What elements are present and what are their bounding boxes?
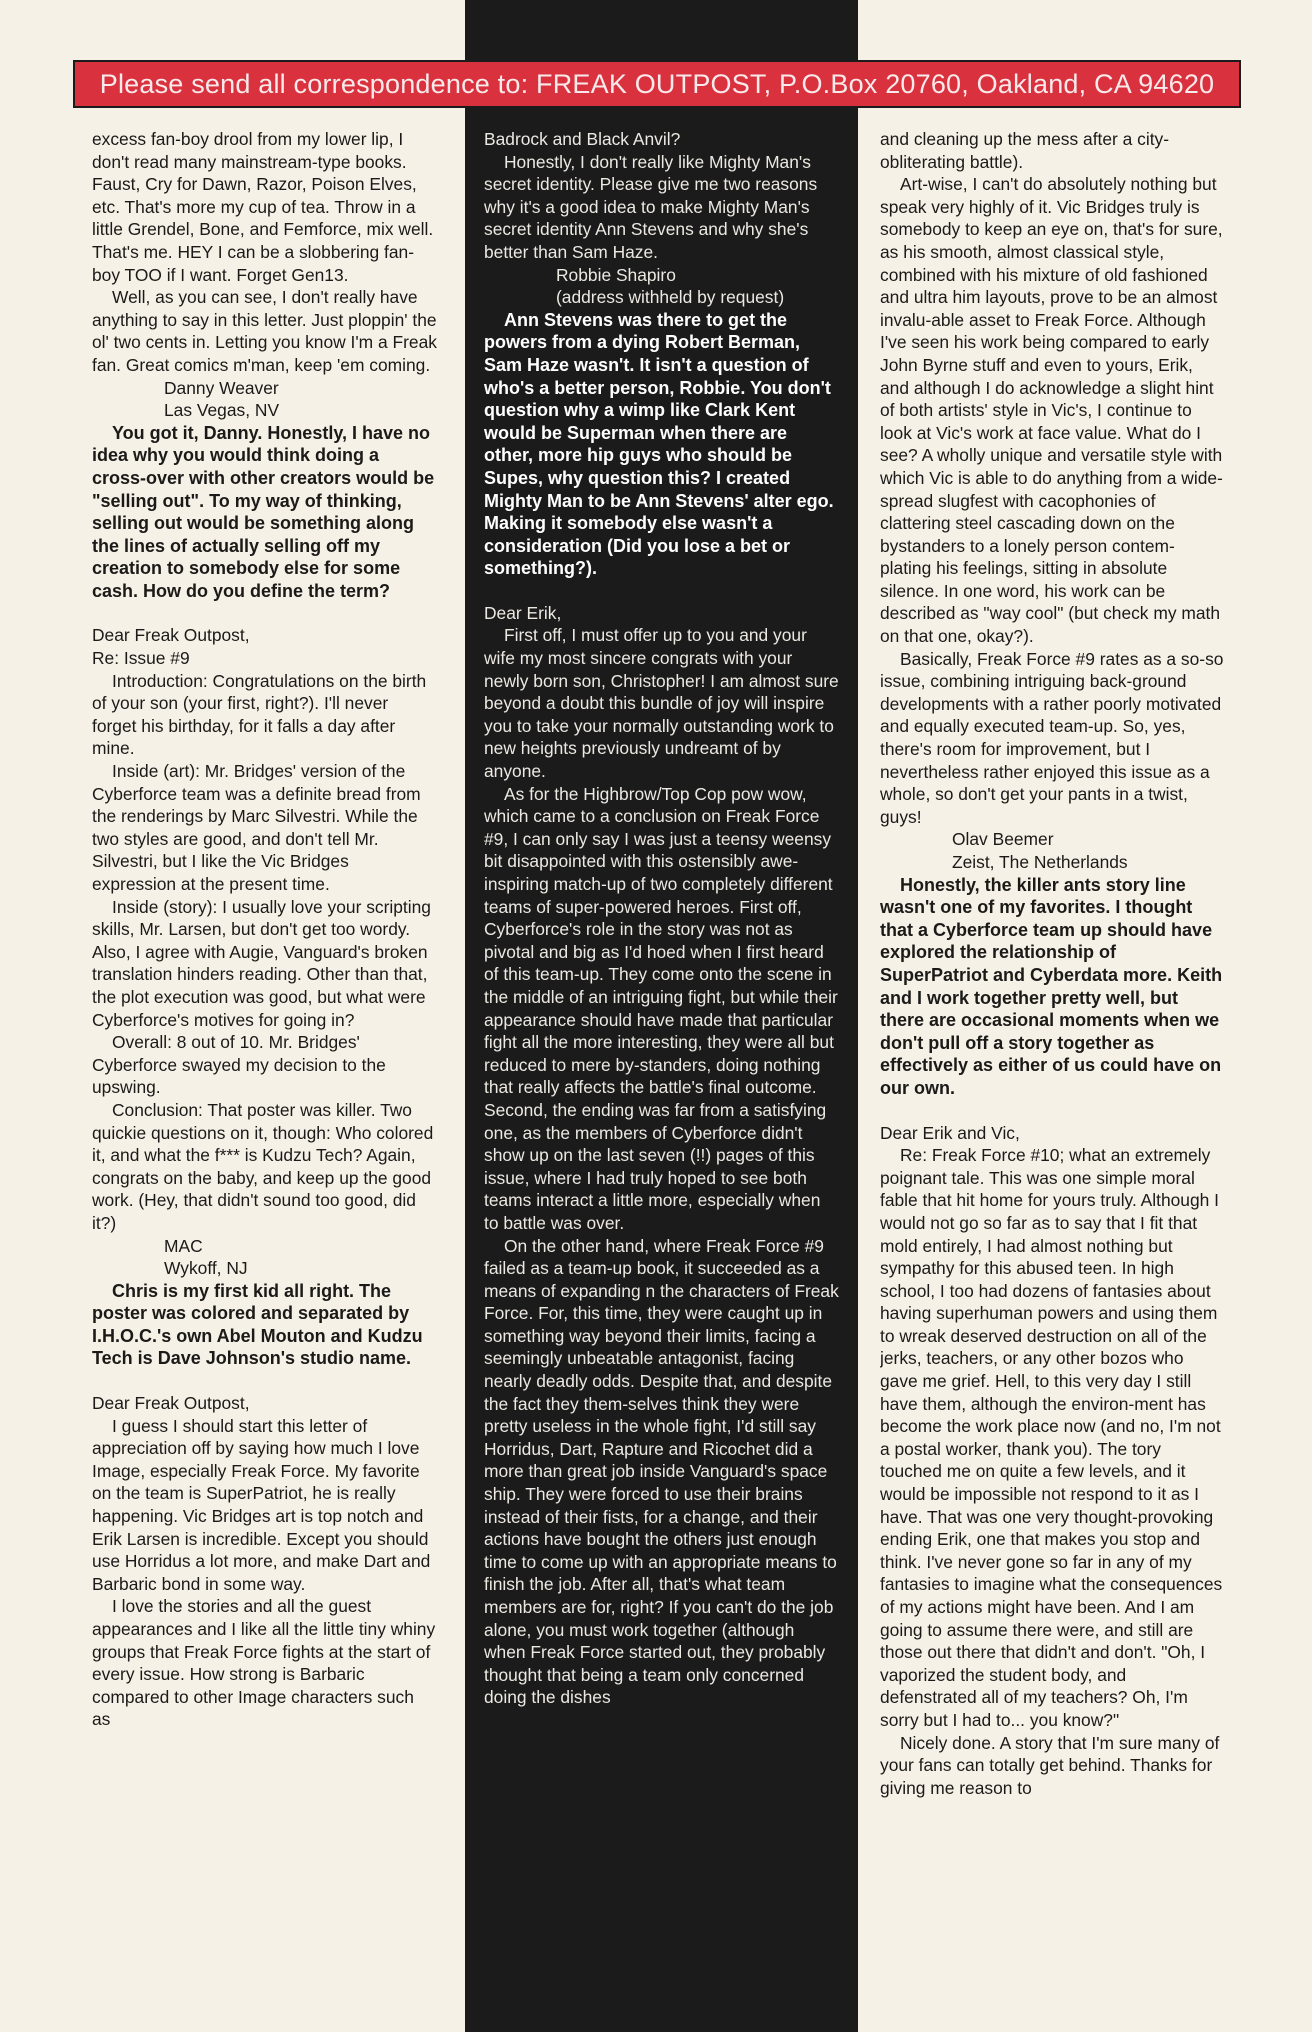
letter-paragraph: Art-wise, I can't do absolutely nothing but speak very highly of it. Vic Bridges truly is somebody to keep an eye on, that's for sure, as his smooth, almost classical style, combined with his mixture of old fashioned and ultra him layouts, prove to be an almost invalu-able asset to Freak Force. Although I've seen his work being compared to early John Byrne stuff and even to yours, Erik, and although I do acknowledge a slight hint of both artists' style in Vic's, I continue to look at Vic's work at face value. What do I see? A wholly unique and versatile style with which Vic is able to do anything from a wide-spread slugfest with cacophonies of clattering steel cascading down on the bystanders to a lonely person contem-plating his feelings, sitting in absolute silence. In one word, his work can be described as "way cool" (but check my math on that one, okay?). bbox=[880, 174, 1223, 647]
letter-paragraph: Basically, Freak Force #9 rates as a so-so issue, combining intriguing back-ground developments with a rather poorly motivated and equally executed team-up. So, yes, there's room for improvement, but I nevertheless rather enjoyed this issue as a whole, so don't get your pants in a twist, guys! bbox=[880, 648, 1224, 827]
letter-salutation: Dear Freak Outpost, bbox=[92, 625, 250, 646]
letter-paragraph: On the other hand, where Freak Force #9 failed as a team-up book, it succeeded as a means of expanding n the characters of Freak Force. For, this time, they were caught up in something way beyond their limits, facing a seemingly unbeatable antagonist, facing nearly deadly odds. Despite that, and despite the fact they them-selves think they were pretty useless in the whole fight, I'd still say Horridus, Dart, Rapture and Ricochet did a more than great job inside Vanguard's space ship. They were forced to use their brains instead of their fists, for a change, and their actions have bought the others just enough time to come up with an appropriate means to finish the job. After all, that's what team members are for, right? If you can't do the job alone, you must work together (although when Freak Force started out, they probably thought that being a team only concerned doing the dishes bbox=[484, 1235, 839, 1708]
letter-signature: Olav Beemer bbox=[952, 829, 1054, 850]
letter-paragraph: I guess I should start this letter of appreciation off by saying how much I love Image, especially Freak Force. My favorite on the team is SuperPatriot, he is really happening. Vic Bridges art is top notch and Erik Larsen is incredible. Except you should use Horridus a lot more, and make Dart and Barbaric bond in some way. bbox=[92, 1415, 431, 1594]
letter-location: Las Vegas, NV bbox=[164, 400, 280, 421]
letter-paragraph: Introduction: Congratulations on the birth of your son (your first, right?). I'll never forget his birthday, for it falls a day after mine. bbox=[92, 670, 427, 759]
letter-salutation: Dear Erik and Vic, bbox=[880, 1122, 1020, 1143]
letter-salutation: Dear Freak Outpost, bbox=[92, 1393, 250, 1414]
letter-paragraph: Conclusion: That poster was killer. Two quickie questions on it, though: Who colored it, and what the f*** is Kudzu Tech? Again, congrats on the baby, and keep up the good work. (Hey, that didn't sound too good, did it?) bbox=[92, 1099, 434, 1233]
letter-paragraph: Well, as you can see, I don't really have anything to say in this letter. Just ploppin' the ol' two cents in. Letting you know I'm a Freak fan. Great comics m'man, keep 'em coming. bbox=[92, 287, 437, 375]
letter-signature: Robbie Shapiro bbox=[556, 264, 676, 285]
letters-column-right bbox=[880, 128, 1225, 2008]
letters-column-center bbox=[484, 128, 839, 2008]
editor-reply: Honestly, the killer ants story line wasn't one of my favorites. I thought that a Cyberforce team up should have explored the relationship of SuperPatriot and Cyberdata more. Keith and I work together pretty well, but there are occasional moments when we don't pull off a story together as effectively as either of us could have on our own. bbox=[880, 874, 1223, 1098]
letter-paragraph: As for the Highbrow/Top Cop pow wow, which came to a conclusion on Freak Force #9, I can only say I was just a teensy weensy bit disappointed with this ostensibly awe-inspiring match-up of two completely different teams of super-powered heroes. First off, Cyberforce's role in the story was not as pivotal and big as I'd hoed when I first heard of this team-up. They come onto the scene in the middle of an intriguing fight, but while their appearance should have made that particular fight all the more interesting, they were all but reduced to mere by-standers, doing nothing that really affects the battle's final outcome. Second, the ending was far from a satisfying one, as the members of Cyberforce didn't show up on the last seven (!!) pages of this issue, where I had truly hoped to see both teams interact a little more, especially when to battle was over. bbox=[484, 783, 838, 1233]
letter-location: Zeist, The Netherlands bbox=[952, 852, 1128, 872]
banner-text: Please send all correspondence to: FREAK OUTPOST, P.O.Box 20760, Oakland, CA 94620 bbox=[99, 68, 1215, 99]
letter-salutation: Dear Erik, bbox=[484, 602, 562, 623]
letter-paragraph: Honestly, I don't really like Mighty Man's secret identity. Please give me two reasons why it's a good idea to make Mighty Man's secret identity Ann Stevens and why she's better than Sam Haze. bbox=[484, 151, 818, 262]
letter-paragraph: Nicely done. A story that I'm sure many of your fans can totally get behind. Thanks for giving me reason to bbox=[880, 1732, 1220, 1798]
letter-paragraph: I love the stories and all the guest appearances and I like all the little tiny whiny groups that Freak Force fights at the start of every issue. How strong is Barbaric compared to other Image characters such as bbox=[92, 1596, 436, 1730]
letter-subject: Re: Issue #9 bbox=[92, 648, 190, 669]
letter-signature: MAC bbox=[164, 1235, 203, 1256]
letter-paragraph: excess fan-boy drool from my lower lip, I don't read many mainstream-type books. Faust, Cry for Dawn, Razor, Poison Elves, etc. That's more my cup of tea. Throw in a little Grendel, Bone, and Femforce, mix well. That's me. HEY I can be a slobbering fan-boy TOO if I want. Forget Gen13. bbox=[92, 129, 434, 285]
letter-location: (address withheld by request) bbox=[556, 287, 785, 308]
letters-column-left bbox=[92, 128, 437, 2008]
letter-paragraph: First off, I must offer up to you and your wife my most sincere congrats with your newly born son, Christopher! I am almost sure beyond a doubt this bundle of joy will inspire you to take your normally outstanding work to new heights previously undreamt of by anyone. bbox=[484, 625, 839, 782]
editor-reply: Chris is my first kid all right. The poster was colored and separated by I.H.O.C.'s own Abel Mouton and Kudzu Tech is Dave Johnson's studio name. bbox=[92, 1280, 423, 1369]
letter-location: Wykoff, NJ bbox=[164, 1258, 248, 1279]
letter-paragraph: Re: Freak Force #10; what an extremely poignant tale. This was one simple moral fable that hit home for yours truly. Although I would not go so far as to say that I fit that mold entirely, I had almost nothing but sympathy for this abused teen. In high school, I too had dozens of fantasies about having superhuman powers and using them to wreak deserved destruction on all of the jerks, teachers, or any other bozos who gave me grief. Hell, to this very day I still have them, although the environ-ment has become the work place now (and no, I'm not a postal worker, thank you). The tory touched me on quite a few levels, and it would be impossible not respond to it as I have. That was one very thought-provoking ending Erik, one that makes you stop and think. I've never gone so far in any of my fantasies to imagine what the consequences of my actions might have been. And I am going to assume there were, and still are those out there that didn't and don't. "Oh, I vaporized the student body, and defenstrated all of my teachers? Oh, I'm sorry but I had to... you know?" bbox=[880, 1145, 1223, 1730]
letter-paragraph: Inside (story): I usually love your scripting skills, Mr. Larsen, but don't get too wordy. Also, I agree with Augie, Vanguard's broken translation hinders reading. Other than that, the plot execution was good, but what were Cyberforce's motives for going in? bbox=[92, 896, 431, 1030]
letter-paragraph: and cleaning up the mess after a city-obliterating battle). bbox=[880, 129, 1170, 172]
correspondence-banner bbox=[73, 60, 1241, 108]
letter-signature: Danny Weaver bbox=[164, 377, 279, 398]
letter-paragraph: Badrock and Black Anvil? bbox=[484, 129, 681, 149]
letter-paragraph: Overall: 8 out of 10. Mr. Bridges' Cyberforce swayed my decision to the upswing. bbox=[92, 1032, 386, 1098]
letter-paragraph: Inside (art): Mr. Bridges' version of the Cyberforce team was a definite bread from the renderings by Marc Silvestri. While the two styles are good, and don't tell Mr. Silvestri, but I like the Vic Bridges expression at the present time. bbox=[92, 761, 421, 894]
editor-reply: Ann Stevens was there to get the powers from a dying Robert Berman, Sam Haze wasn't. It isn't a question of who's a better person, Robbie. You don't question why a wimp like Clark Kent would be Superman when there are other, more hip guys who should be Supes, why question this? I created Mighty Man to be Ann Stevens' alter ego. Making it somebody else wasn't a consideration (Did you lose a bet or something?). bbox=[484, 309, 834, 579]
editor-reply: You got it, Danny. Honestly, I have no idea why you would think doing a cross-over with other creators would be "selling out". To my way of thinking, selling out would be something along the lines of actually selling off my creation to somebody else for some cash. How do you define the term? bbox=[92, 422, 435, 601]
